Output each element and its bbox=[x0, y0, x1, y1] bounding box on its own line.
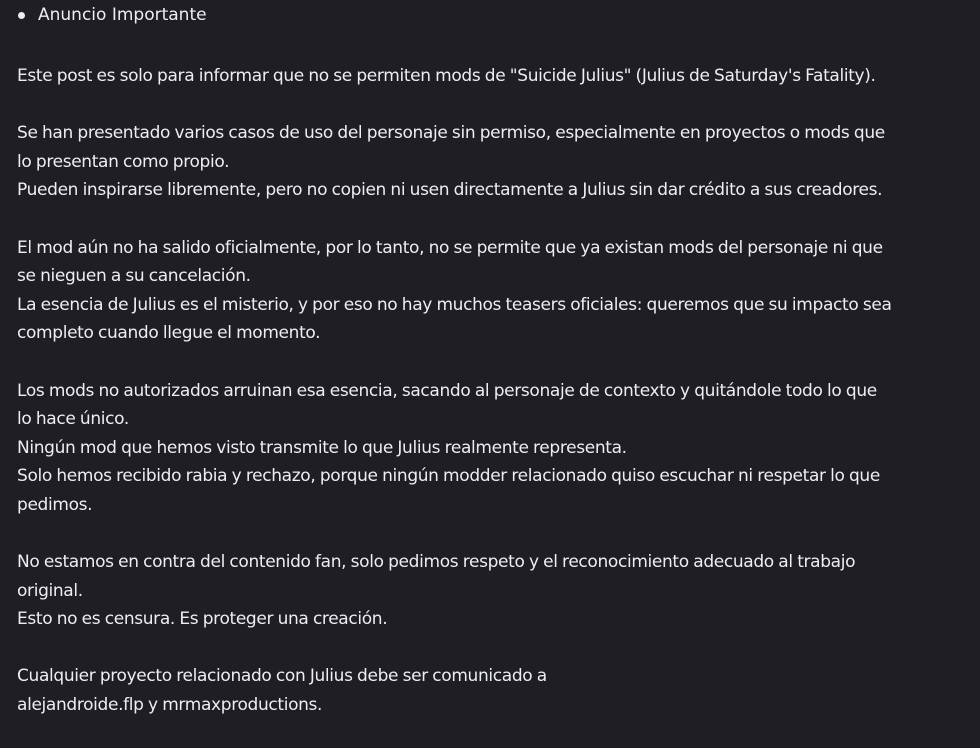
paragraph-line: Esto no es censura. Es proteger una creación. bbox=[17, 609, 388, 630]
paragraph-intro bbox=[17, 62, 967, 91]
paragraph-line: La esencia de Julius es el misterio, y por eso no hay muchos teasers oficiales: queremos que su impacto sea bbox=[17, 294, 892, 315]
bullet-dot-icon bbox=[18, 12, 25, 19]
paragraph-line: lo presentan como propio. bbox=[17, 151, 230, 172]
paragraph-line: pedimos. bbox=[17, 494, 93, 515]
paragraph-release-status bbox=[17, 234, 967, 348]
paragraph-line: Este post es solo para informar que no se permiten mods de "Suicide Julius" (Julius de Saturday's Fatality). bbox=[17, 66, 876, 86]
announcement-bullet-item bbox=[17, 4, 207, 26]
paragraph-line: No estamos en contra del contenido fan, solo pedimos respeto y el reconocimiento adecuado al trabajo bbox=[17, 552, 856, 573]
announcement-body bbox=[17, 62, 967, 748]
paragraph-line: Se han presentado varios casos de uso del personaje sin permiso, especialmente en proyectos o mods que bbox=[17, 123, 885, 144]
paragraph-line: se nieguen a su cancelación. bbox=[17, 266, 251, 287]
paragraph-line: El mod aún no ha salido oficialmente, por lo tanto, no se permite que ya existan mods del personaje ni que bbox=[17, 237, 883, 258]
paragraph-line: Ningún mod que hemos visto transmite lo que Julius realmente representa. bbox=[17, 437, 627, 458]
announcement-heading: Anuncio Importante bbox=[38, 5, 207, 25]
paragraph-line: Pueden inspirarse libremente, pero no copien ni usen directamente a Julius sin dar crédito a sus creadores. bbox=[17, 180, 883, 201]
paragraph-unauthorized-use bbox=[17, 119, 967, 205]
paragraph-contact bbox=[17, 662, 967, 719]
paragraph-fan-content bbox=[17, 548, 967, 634]
paragraph-line: lo hace único. bbox=[17, 409, 129, 430]
paragraph-essence bbox=[17, 377, 967, 520]
paragraph-line: Cualquier proyecto relacionado con Julius debe ser comunicado a bbox=[17, 666, 547, 687]
paragraph-line: Solo hemos recibido rabia y rechazo, porque ningún modder relacionado quiso escuchar ni respetar lo que bbox=[17, 466, 880, 487]
paragraph-line: completo cuando llegue el momento. bbox=[17, 323, 321, 344]
paragraph-line: Los mods no autorizados arruinan esa esencia, sacando al personaje de contexto y quitándole todo lo que bbox=[17, 380, 877, 401]
paragraph-line: alejandroide.flp y mrmaxproductions. bbox=[17, 695, 323, 716]
paragraph-line: original. bbox=[17, 580, 83, 601]
